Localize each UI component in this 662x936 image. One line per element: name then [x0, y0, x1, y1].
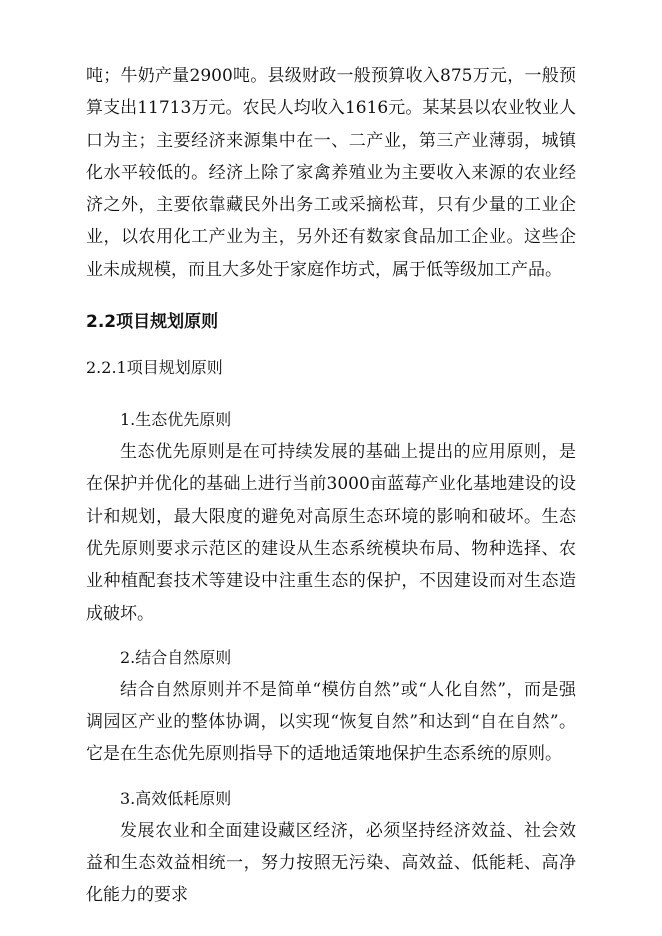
principle-body: 生态优先原则是在可持续发展的基础上提出的应用原则，是在保护并优化的基础上进行当前3000亩蓝莓产业化基地建设的设计和规划，最大限度的避免对高原生态环境的影响和破坏。生态优先原则要求示范区的建设从生态系统模块布局、物种选择、农业种植配套技术等建设中注重生态的保护，不因建设而对生态造成破坏。	[86, 442, 576, 624]
subsection-heading: 2.2.1项目规划原则	[86, 358, 223, 378]
principle-title: 2.结合自然原则	[120, 647, 232, 667]
section-heading: 2.2项目规划原则	[86, 312, 219, 333]
intro-paragraph: 吨；牛奶产量2900吨。县级财政一般预算收入875万元，一般预算支出11713万元。农民人均收入1616元。某某县以农业牧业人口为主；主要经济来源集中在一、二产业，第三产业薄弱，城镇化水平较低的。经济上除了家禽养殖业为主要收入来源的农业经济之外，主要依靠藏民外出务工或采摘松茸，只有少量的工业企业，以农用化工产业为主，另外还有数家食品加工企业。这些企业未成规模，而且大多处于家庭作坊式，属于低等级加工产品。	[86, 66, 576, 280]
principle-title: 1.生态优先原则	[120, 410, 232, 430]
principle-body: 结合自然原则并不是简单“模仿自然”或“人化自然”，而是强调园区产业的整体协调，以实现“恢复自然”和达到“自在自然”。它是在生态优先原则指导下的适地适策地保护生态系统的原则。	[86, 679, 576, 765]
principle-title: 3.高效低耗原则	[120, 788, 232, 808]
principle-body: 发展农业和全面建设藏区经济，必须坚持经济效益、社会效益和生态效益相统一，努力按照无污染、高效益、低能耗、高净化能力的要求	[86, 820, 576, 906]
document-page	[86, 60, 576, 912]
